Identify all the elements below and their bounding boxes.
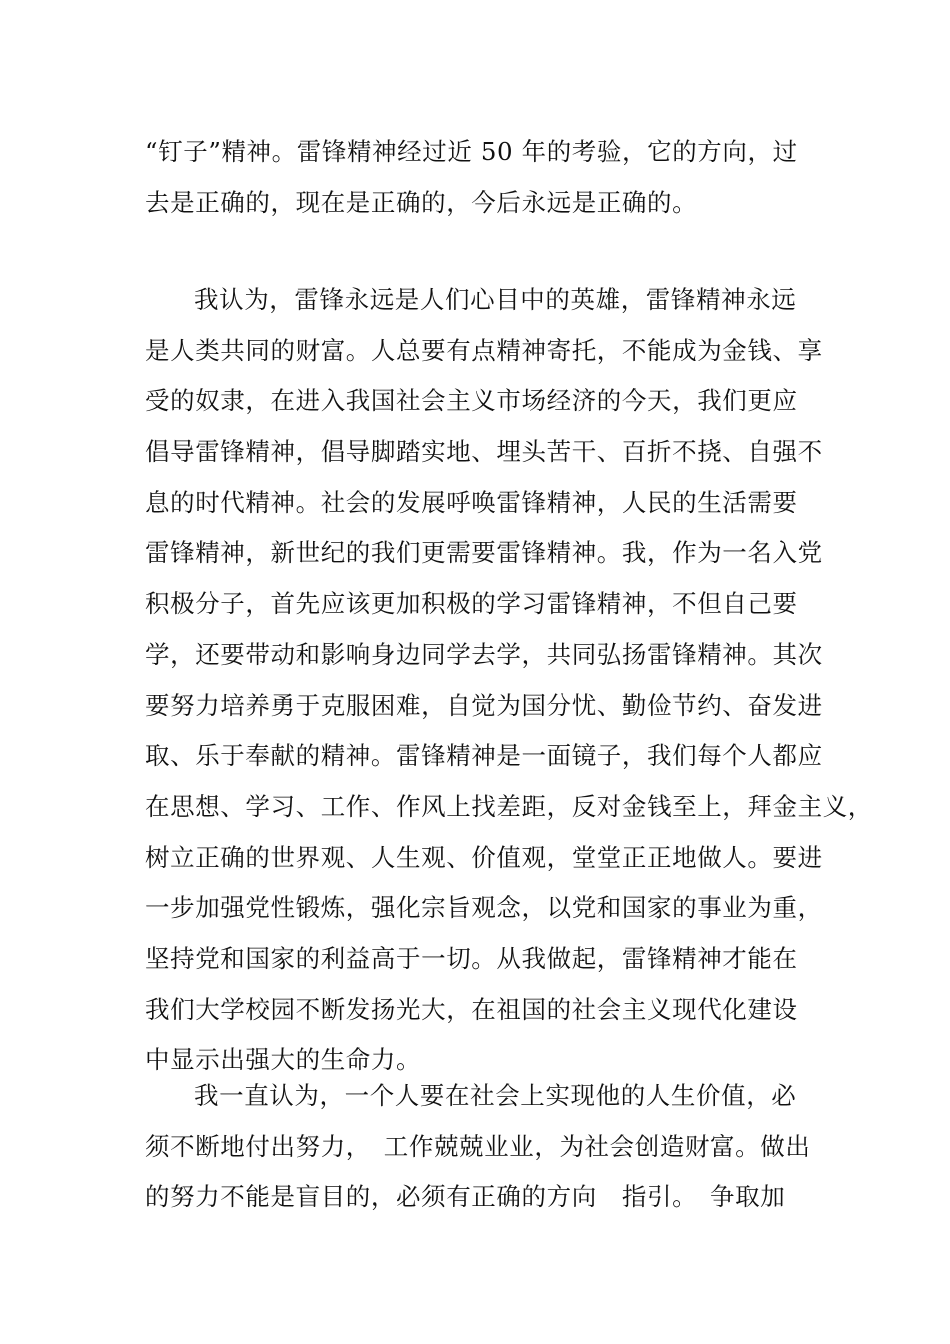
paragraph-line: 的努力不能是盲目的，必须有正确的方向 指引。 争取加 [145,1182,786,1212]
paragraph-line: 中显示出强大的生命力。 [145,1045,422,1075]
paragraph-line: 要努力培养勇于克服困难，自觉为国分忧、勤俭节约、奋发进 [145,690,823,720]
paragraph-line: 倡导雷锋精神，倡导脚踏实地、埋头苦干、百折不挠、自强不 [145,437,823,467]
paragraph-line: 树立正确的世界观、人生观、价值观，堂堂正正地做人。要进 [145,842,823,872]
paragraph-line: 一步加强党性锻炼，强化宗旨观念，以党和国家的事业为重， [145,893,823,923]
paragraph-line: 是人类共同的财富。人总要有点精神寄托，不能成为金钱、享 [145,335,823,365]
paragraph-line: 学，还要带动和影响身边同学去学，共同弘扬雷锋精神。其次 [145,639,823,669]
paragraph-line: 积极分子，首先应该更加积极的学习雷锋精神，不但自己要 [145,589,798,619]
paragraph-line: 息的时代精神。社会的发展呼唤雷锋精神，人民的生活需要 [145,487,798,517]
paragraph-2 [145,275,873,1086]
paragraph-line: 去是正确的，现在是正确的，今后永远是正确的。 [145,187,698,217]
paragraph-line: 受的奴隶，在进入我国社会主义市场经济的今天，我们更应 [145,386,798,416]
paragraph-line: “钉子”精神。雷锋精神经过近 50 年的考验，它的方向，过 [145,137,798,166]
paragraph-line: 在思想、学习、工作、作风上找差距，反对金钱至上，拜金主义， [145,791,873,821]
paragraph-3 [145,1071,810,1223]
paragraph-line: 取、乐于奉献的精神。雷锋精神是一面镜子，我们每个人都应 [145,741,823,771]
paragraph-line: 我一直认为，一个人要在社会上实现他的人生价值，必 [194,1081,797,1110]
paragraph-1 [145,127,810,228]
paragraph-line: 坚持党和国家的利益高于一切。从我做起，雷锋精神才能在 [145,943,798,973]
paragraph-line: 我们大学校园不断发扬光大，在祖国的社会主义现代化建设 [145,994,798,1024]
paragraph-line: 我认为，雷锋永远是人们心目中的英雄，雷锋精神永远 [194,285,797,314]
paragraph-line: 须不断地付出努力， 工作兢兢业业，为社会创造财富。做出 [145,1131,811,1161]
paragraph-line: 雷锋精神，新世纪的我们更需要雷锋精神。我，作为一名入党 [145,538,823,568]
